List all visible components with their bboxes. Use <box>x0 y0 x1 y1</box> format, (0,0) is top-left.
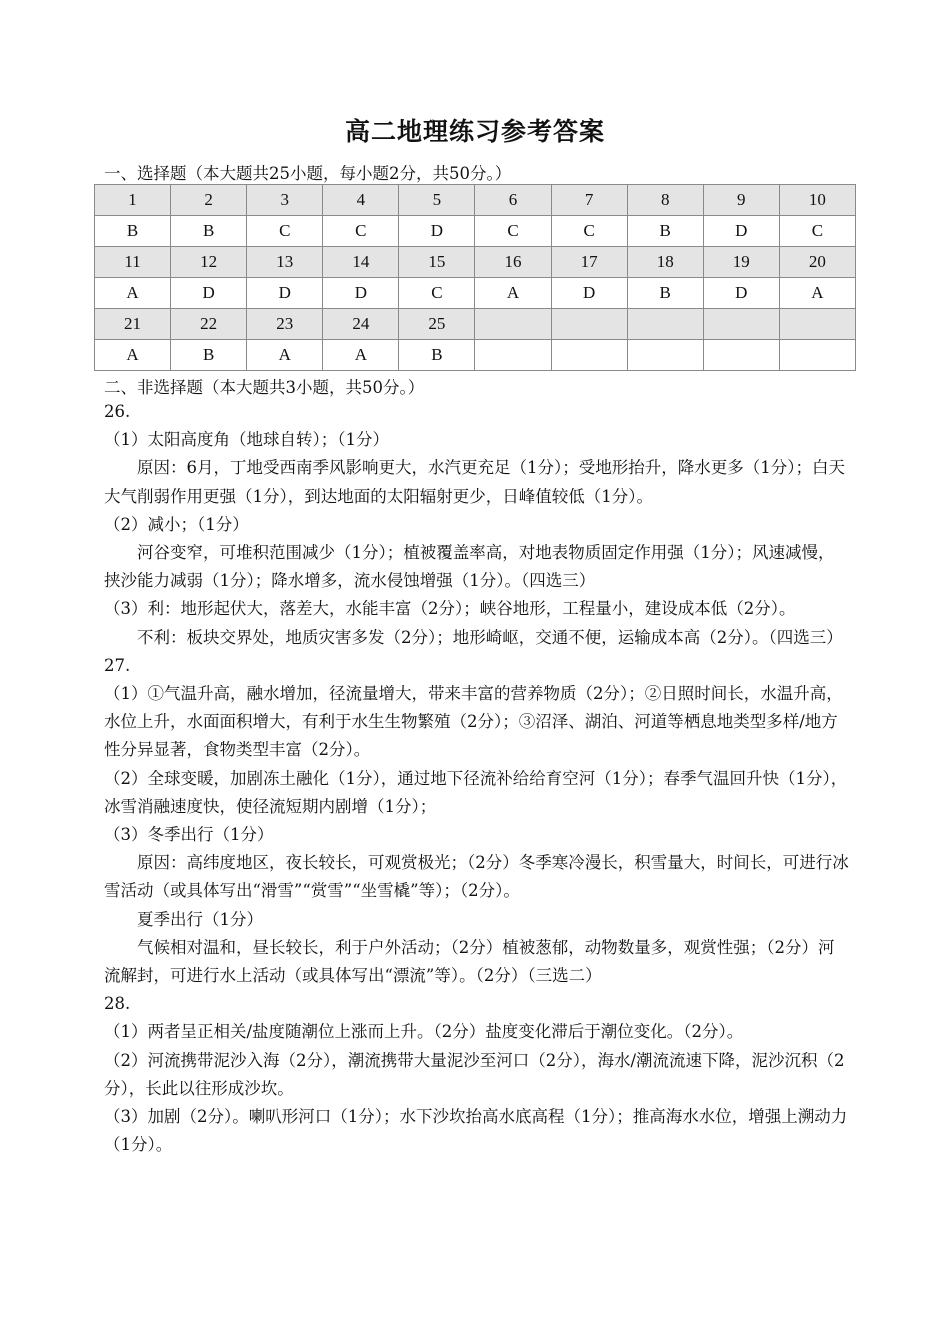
question-number-cell: 22 <box>171 309 247 340</box>
answer-paragraph: 原因：高纬度地区，夜长较长，可观赏极光；（2分）冬季寒冷漫长，积雪量大，时间长，可进行冰雪活动（或具体写出“滑雪”“赏雪”“坐雪橇”等）；（2分）。 <box>104 853 849 901</box>
answer-table <box>94 184 856 371</box>
question-number-cell: 21 <box>95 309 171 340</box>
question-number-row <box>95 247 856 278</box>
question-number-row <box>95 309 856 340</box>
question-number-cell: 18 <box>627 247 703 278</box>
question-number-cell: 15 <box>399 247 475 278</box>
question-number-cell: 9 <box>703 185 779 216</box>
question-number: 26. <box>104 402 131 421</box>
answer-cell: D <box>703 216 779 247</box>
question-number-cell <box>627 309 703 340</box>
question-number-cell <box>779 309 855 340</box>
answer-cell: D <box>247 278 323 309</box>
question-number-cell: 1 <box>95 185 171 216</box>
answer-paragraph: （3）加剧（2分）。喇叭形河口（1分）；水下沙坎抬高水底高程（1分）；推高海水水位，增强上溯动力（1分）。 <box>104 1107 848 1155</box>
question-number-cell: 14 <box>323 247 399 278</box>
answer-cell: B <box>627 278 703 309</box>
question-number-cell: 17 <box>551 247 627 278</box>
answer-cell: A <box>323 340 399 371</box>
question-number-cell <box>475 309 551 340</box>
question-number-cell: 4 <box>323 185 399 216</box>
question-number-cell: 2 <box>171 185 247 216</box>
answer-cell: B <box>171 216 247 247</box>
answer-cell: B <box>627 216 703 247</box>
answer-cell: B <box>171 340 247 371</box>
question-number-cell: 7 <box>551 185 627 216</box>
answer-cell: D <box>171 278 247 309</box>
page-title: 高二地理练习参考答案 <box>344 117 605 146</box>
question-number-cell: 5 <box>399 185 475 216</box>
answer-cell: B <box>95 216 171 247</box>
question-number-cell: 6 <box>475 185 551 216</box>
section-heading-nonchoice: 二、非选择题（本大题共3小题，共50分。） <box>104 378 425 397</box>
answer-paragraph: 夏季出行（1分） <box>137 909 263 929</box>
question-number: 28. <box>104 994 131 1014</box>
answer-paragraph: （1）太阳高度角（地球自转）；（1分） <box>104 430 389 450</box>
question-number-cell: 3 <box>247 185 323 216</box>
answer-cell: C <box>323 216 399 247</box>
answer-cell: A <box>779 278 855 309</box>
question-number-cell: 23 <box>247 309 323 340</box>
answer-cell <box>779 340 855 371</box>
answer-cell <box>475 340 551 371</box>
answer-cell: C <box>551 216 627 247</box>
answer-paragraph: （2）减小；（1分） <box>104 514 249 534</box>
question-number: 27. <box>104 655 131 675</box>
answer-paragraph: 原因：6月，丁地受西南季风影响更大，水汽更充足（1分）；受地形抬升，降水更多（1分）；白天大气削弱作用更强（1分），到达地面的太阳辐射更少，日峰值较低（1分）。 <box>104 458 845 506</box>
answer-cell <box>703 340 779 371</box>
answer-body <box>104 398 850 1159</box>
section-heading-choice: 一、选择题（本大题共25小题，每小题2分，共50分。） <box>104 164 512 183</box>
answer-cell: C <box>247 216 323 247</box>
answer-cell: A <box>247 340 323 371</box>
answer-paragraph: （2）河流携带泥沙入海（2分），潮流携带大量泥沙至河口（2分），海水/潮流流速下降，泥沙沉积（2分），长此以往形成沙坎。 <box>104 1050 845 1098</box>
answer-cell <box>627 340 703 371</box>
answer-cell: B <box>399 340 475 371</box>
answer-paragraph: 气候相对温和，昼长较长，利于户外活动；（2分）植被葱郁，动物数量多，观赏性强；（2分）河流解封，可进行水上活动（或具体写出“漂流”等）。（2分）（三选二） <box>104 937 835 986</box>
answer-paragraph: （1）①气温升高，融水增加，径流量增大，带来丰富的营养物质（2分）；②日照时间长，水温升高，水位上升，水面面积增大，有利于水生生物繁殖（2分）；③沼泽、湖泊、河道等栖息地类型多样/地方性分异显著，食物类型丰富（2分）。 <box>104 684 843 760</box>
answer-paragraph: （3）冬季出行（1分） <box>104 825 274 845</box>
answer-cell: A <box>95 340 171 371</box>
question-number-cell: 20 <box>779 247 855 278</box>
question-number-cell: 8 <box>627 185 703 216</box>
question-number-cell: 11 <box>95 247 171 278</box>
answer-cell: C <box>475 216 551 247</box>
answer-cell: D <box>323 278 399 309</box>
answer-cell: D <box>703 278 779 309</box>
answer-cell <box>551 340 627 371</box>
answer-cell: D <box>399 216 475 247</box>
question-number-cell <box>703 309 779 340</box>
answer-cell: A <box>475 278 551 309</box>
answer-paragraph: 不利：板块交界处，地质灾害多发（2分）；地形崎岖，交通不便，运输成本高（2分）。（四选三） <box>137 627 843 647</box>
question-number-cell: 25 <box>399 309 475 340</box>
question-number-cell: 24 <box>323 309 399 340</box>
answer-paragraph: （3）利：地形起伏大，落差大，水能丰富（2分）；峡谷地形，工程量小，建设成本低（2分）。 <box>104 599 796 619</box>
question-number-cell <box>551 309 627 340</box>
question-number-cell: 16 <box>475 247 551 278</box>
answer-paragraph: （1）两者呈正相关/盐度随潮位上涨而上升。（2分）盐度变化滞后于潮位变化。（2分）。 <box>104 1022 744 1042</box>
answer-cell: C <box>779 216 855 247</box>
answer-cell: D <box>551 278 627 309</box>
question-number-cell: 19 <box>703 247 779 278</box>
answer-row <box>95 216 856 247</box>
answer-row <box>95 340 856 371</box>
answer-paragraph: 河谷变窄，可堆积范围减少（1分）；植被覆盖率高，对地表物质固定作用强（1分）；风速减慢，挟沙能力减弱（1分）；降水增多，流水侵蚀增强（1分）。（四选三） <box>104 543 835 591</box>
answer-row <box>95 278 856 309</box>
answer-cell: C <box>399 278 475 309</box>
question-number-cell: 12 <box>171 247 247 278</box>
question-number-cell: 10 <box>779 185 855 216</box>
answer-paragraph: （2）全球变暖，加剧冻土融化（1分），通过地下径流补给给育空河（1分）；春季气温回升快（1分），冰雪消融速度快，使径流短期内剧增（1分）； <box>104 768 848 816</box>
answer-cell: A <box>95 278 171 309</box>
question-number-row <box>95 185 856 216</box>
question-number-cell: 13 <box>247 247 323 278</box>
